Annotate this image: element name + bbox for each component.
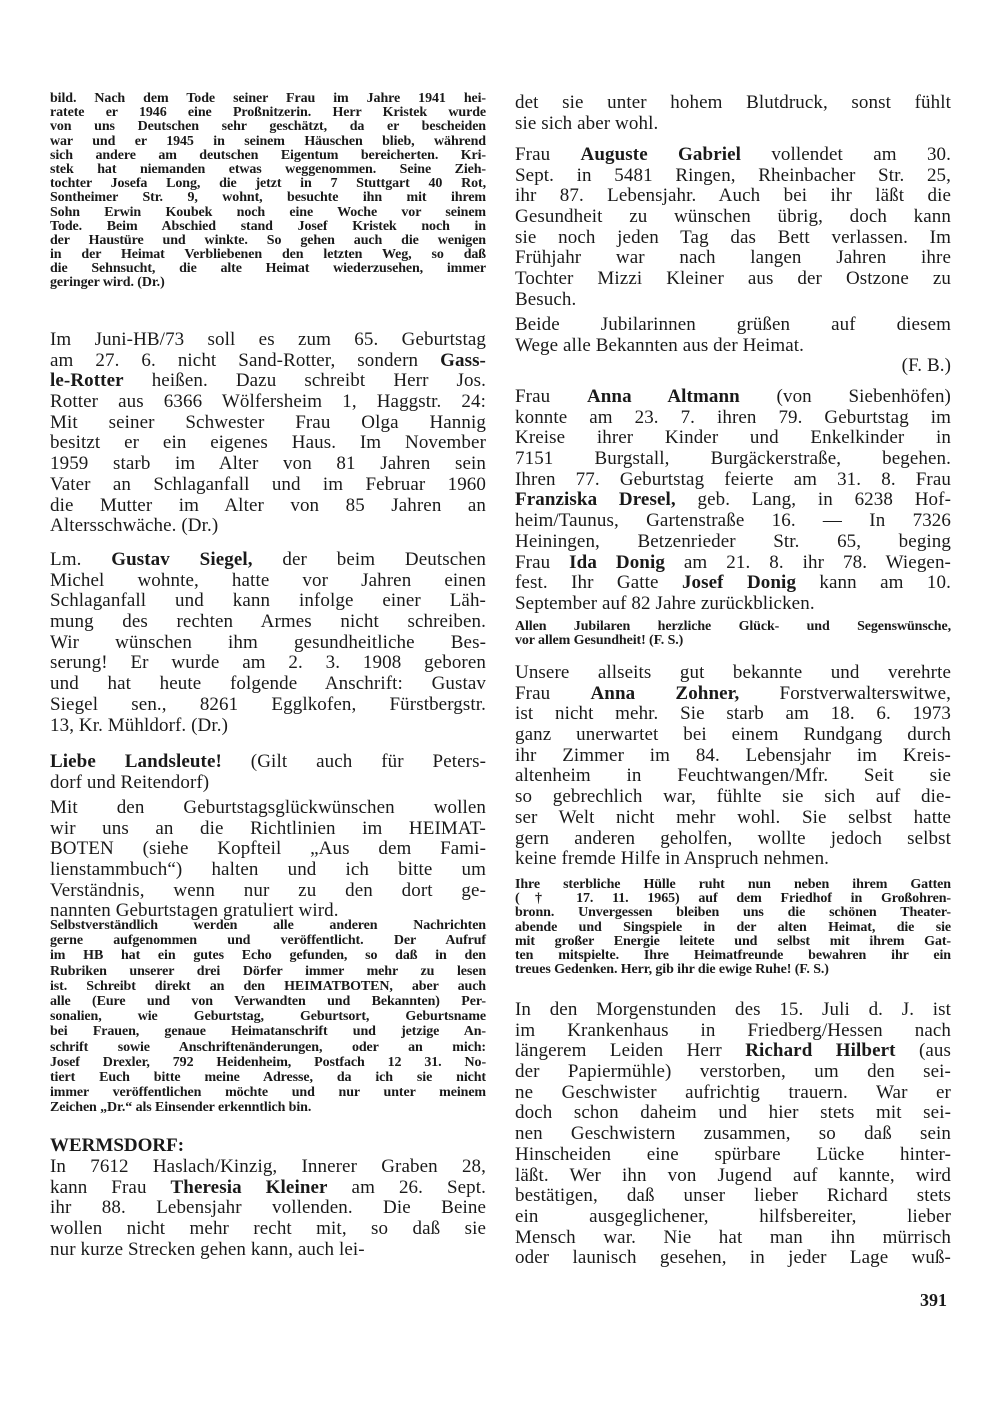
text-line: Frühjahr war nach langen Jahren ihre: [515, 247, 951, 269]
text-line: doch schon daheim und hier stets mit sei-: [515, 1102, 951, 1124]
text-line: ihr 87. Lebensjahr. Auch bei ihr läßt die: [515, 185, 951, 207]
text-line: ist. Schreibt direkt an den HEIMATBOTEN, aber auch: [50, 978, 486, 994]
text-segment: 792 Heidenheim, Postfach 12 31. No-: [149, 1054, 487, 1070]
text-line: bestätigen, daß unser lieber Richard stets: [515, 1185, 951, 1207]
text-line: mung des rechten Armes nicht schreiben.: [50, 611, 486, 633]
text-line: Im Juni-HB/73 soll es zum 65. Geburtstag: [50, 329, 486, 350]
text-line: im Krankenhaus in Friedberg/Hessen nach: [515, 1019, 951, 1041]
text-line: [50, 351, 486, 372]
text-line: dorf und Reitendorf): [50, 771, 210, 793]
text-line: [515, 387, 951, 408]
text-segment: kann Frau: [50, 1176, 171, 1198]
text-line: Mit seiner Schwester Frau Olga Hannig: [50, 411, 486, 433]
text-line: Verständnis, wenn nur zu den dort ge-: [50, 879, 486, 901]
text-line: Vater an Schlaganfall und im Februar 1960: [50, 473, 486, 495]
text-line: ne Geschwister aufrichtig trauern. War er: [515, 1081, 951, 1103]
text-line: altenheim in Feuchtwangen/Mfr. Seit sie: [515, 765, 951, 787]
bold-name: Gustav Siegel,: [111, 549, 253, 570]
text-line: bronn. Unvergessen bleiben uns die schönen Theater-: [515, 905, 951, 921]
bold-name: Liebe Landsleute!: [50, 751, 222, 772]
text-line: ganz unerwartet bei einem Rundgang durch: [515, 724, 951, 746]
text-line: die Mutter im Alter von 85 Jahren an: [50, 494, 486, 516]
text-line: war und er 1945 in seinem Häuschen blieb, während: [50, 133, 486, 149]
text-line: [515, 573, 951, 594]
text-line: vor allem Gesundheit! (F. S.): [515, 633, 684, 649]
text-line: konnte am 23. 7. ihren 79. Geburtstag im: [515, 406, 951, 428]
text-line: keine fremde Hilfe in Anspruch nehmen.: [515, 848, 830, 870]
text-line: Mit den Geburtstagsglückwünschen wollen: [50, 797, 486, 818]
section-heading: [50, 1135, 486, 1157]
text-line: besitzt er ein eigenes Haus. Im November: [50, 432, 486, 454]
text-line: ratete er 1946 eine Proßnitzerin. Herr Kristek wurde: [50, 105, 486, 121]
text-segment: kann am 10.: [796, 572, 951, 594]
text-line: nen Geschwistern zusammen, so daß sein: [515, 1123, 951, 1145]
article-paragraph: [515, 663, 951, 870]
article-paragraph: [515, 878, 951, 977]
text-line: der Haustüre und winkte. So gehen auch die wenigen: [50, 232, 486, 248]
text-line: sie sich aber wohl.: [515, 112, 659, 134]
article-paragraph: [515, 387, 951, 615]
article-paragraph: [50, 1157, 486, 1260]
text-line: ihr Zimmer im 84. Lebensjahr im Kreis-: [515, 744, 951, 766]
text-line: serung! Er wurde am 2. 3. 1908 geboren: [50, 652, 486, 674]
text-line: Selbstverständlich werden alle anderen Nachrichten: [50, 918, 486, 933]
text-line: 7151 Burgstall, Burgäckerstraße, begehen.: [515, 448, 951, 470]
text-line: BOTEN (siehe Kopfteil „Aus dem Fami-: [50, 838, 486, 860]
text-line: [515, 1041, 951, 1062]
text-line: September auf 82 Jahre zurückblicken.: [515, 592, 815, 614]
text-segment: Frau: [515, 144, 581, 165]
text-line: In 7612 Haslach/Kinzig, Innerer Graben 28,: [50, 1156, 486, 1177]
text-segment: der beim Deutschen: [252, 549, 486, 570]
text-line: Hinscheiden eine spürbare Lücke hinter-: [515, 1143, 951, 1165]
text-line: treues Gedenken. Herr, gib ihr die ewige Ruhe! (F. S.): [515, 962, 829, 978]
article-paragraph: [50, 92, 486, 291]
article-paragraph: [50, 798, 486, 922]
article-paragraph: [50, 918, 486, 1115]
text-line: ein ausgeglichener, hilfsbereiter, lieber: [515, 1205, 951, 1227]
text-line: ist nicht mehr. Sie starb am 18. 6. 1973: [515, 703, 951, 725]
text-segment: längerem Leiden Herr: [515, 1040, 746, 1062]
text-line: wir uns an die Richtlinien im HEIMAT-: [50, 817, 486, 839]
text-line: geringer wird. (Dr.): [50, 275, 165, 291]
bold-name: Josef Drexler,: [50, 1054, 150, 1070]
text-line: so gebrechlich war, fühlte sie sich auf die-: [515, 786, 951, 808]
text-line: bei Frauen, genaue Heimatanschrift und jetzige An-: [50, 1024, 486, 1040]
text-line: 1959 starb im Alter von 81 Jahren sein: [50, 453, 486, 475]
bold-name: Anna Zohner,: [590, 682, 740, 704]
text-line: Sontheimer Str. 9, wohnt, besuchte ihn mit ihrem: [50, 190, 486, 206]
text-line: der Papiermühle) verstorben, um den sei-: [515, 1061, 951, 1083]
text-line: nannten Geburtstagen gratuliert wird.: [50, 900, 339, 922]
text-segment: heißen. Dazu schreibt Herr Jos.: [123, 370, 486, 392]
article-paragraph: [50, 330, 486, 537]
article-paragraph: [515, 620, 951, 648]
text-line: [50, 550, 486, 571]
text-line: Rubriken unserer drei Dörfer immer mehr zu lesen: [50, 963, 486, 979]
text-line: Beide Jubilarinnen grüßen auf diesem: [515, 314, 951, 335]
bold-name: Auguste Gabriel: [580, 144, 742, 165]
text-line: ten mitspielte. Ihre Heimatfreunde bewahren ihr ein: [515, 947, 951, 963]
text-segment: (von Siebenhöfen): [739, 386, 951, 407]
text-line: Siegel sen., 8261 Egglkofen, Fürstbergstr.: [50, 693, 486, 715]
text-line: Schlaganfall und kann infolge einer Läh-: [50, 590, 486, 612]
text-segment: am 21. 8. ihr 78. Wiegen-: [664, 551, 951, 573]
text-line: In den Morgenstunden des 15. Juli d. J. ist: [515, 999, 951, 1020]
article-paragraph: [50, 752, 486, 793]
text-line: gern anderen geholfen, wollte jedoch selbst: [515, 827, 951, 849]
text-line: [515, 145, 951, 166]
text-line: Ihre sterbliche Hülle ruht nun neben ihrem Gatten: [515, 877, 951, 892]
text-line: Tochter Mizzi Kleiner aus der Ostzone zu: [515, 268, 951, 290]
text-line: und hat heute folgende Anschrift: Gustav: [50, 673, 486, 695]
text-line: WERMSDORF:: [50, 1135, 185, 1156]
article-paragraph: [515, 315, 951, 377]
text-line: bild. Nach dem Tode seiner Frau im Jahre 1941 hei-: [50, 91, 486, 106]
text-line: Wir wünschen ihm gesundheitliche Bes-: [50, 631, 486, 653]
text-line: immer veröffentlichen möchte und nur unter meinem: [50, 1085, 486, 1101]
text-line: von uns Deutschen sehr geschätzt, da er bescheiden: [50, 119, 486, 135]
text-line: Unsere allseits gut bekannte und verehrte: [515, 662, 951, 683]
text-segment: Forstverwalterswitwe,: [739, 682, 952, 704]
article-paragraph: [50, 550, 486, 736]
text-line: im HB hat ein gutes Echo gefunden, so daß in den: [50, 948, 486, 964]
text-line: in der Heimat Verbliebenen den letzten Weg, so daß: [50, 247, 486, 263]
text-line: lienstammbuch“) halten und ich bitte um: [50, 859, 486, 881]
text-line: oder launisch gesehen, in jeder Lage wuß-: [515, 1247, 951, 1269]
text-line: Altersschwäche. (Dr.): [50, 515, 219, 537]
text-segment: Frau: [515, 551, 570, 573]
text-line: die Sehnsucht, die alte Heimat wiederzusehen, immer: [50, 261, 486, 277]
text-segment: geb. Lang, in 6238 Hof-: [675, 489, 951, 511]
text-segment: Lm.: [50, 549, 112, 570]
bold-name: le-Rotter: [50, 370, 124, 392]
text-line: ser Welt nicht mehr wohl. Sie selbst hatte: [515, 806, 951, 828]
page-number: 391: [920, 1290, 947, 1310]
text-line: sonalien, wie Geburtstag, Geburtsort, Geburtsname: [50, 1009, 486, 1025]
text-segment: am 27. 6. nicht Sand-Rotter, sondern: [50, 349, 441, 371]
text-line: ihr 88. Lebensjahr vollenden. Die Beine: [50, 1197, 486, 1219]
text-line: [515, 490, 951, 511]
text-line: läßt. Wer ihn von Jugend auf kannte, wird: [515, 1164, 951, 1186]
text-line: Sept. in 5481 Ringen, Rheinbacher Str. 25,: [515, 164, 951, 186]
text-line: († 17. 11. 1965) auf dem Friedhof in Großohren-: [515, 891, 951, 907]
text-line: sie noch jeden Tag das Bett verlassen. Im: [515, 226, 951, 248]
text-line: sich andere am deutschen Eigentum bereicherten. Kri-: [50, 147, 486, 163]
text-line: Wege alle Bekannten aus der Heimat.: [515, 334, 804, 356]
bold-name: Josef Donig: [681, 572, 797, 594]
bold-name: Gass-: [440, 349, 486, 371]
text-line: [515, 684, 951, 705]
text-line: Gesundheit zu wünschen übrig, doch kann: [515, 206, 951, 228]
text-line: gerne aufgenommen und veröffentlicht. Der Aufruf: [50, 933, 486, 949]
text-segment: fest. Ihr Gatte: [515, 572, 682, 594]
text-line: 13, Kr. Mühldorf. (Dr.): [50, 714, 229, 736]
text-line: tiert Euch bitte meine Adresse, da ich sie nicht: [50, 1069, 486, 1085]
text-line: [50, 1055, 486, 1070]
author-signature: (F. B.): [901, 355, 951, 377]
text-line: Allen Jubilaren herzliche Glück- und Segenswünsche,: [515, 619, 951, 634]
bold-name: Ida Donig: [569, 551, 665, 573]
text-line: Besuch.: [515, 288, 577, 310]
text-line: heim/Taunus, Gartenstraße 16. — In 7326: [515, 510, 951, 532]
text-line: Heiningen, Betzenrieder Str. 65, beging: [515, 530, 951, 552]
text-line: tochter Josefa Long, die jetzt in 7 Stuttgart 40 Rot,: [50, 176, 486, 192]
text-line: stek hat niemanden etwas weggenommen. Seine Zieh-: [50, 161, 486, 177]
text-segment: (Gilt auch für Peters-: [221, 751, 487, 772]
article-paragraph: [515, 145, 951, 311]
text-line: Kreise ihrer Kinder und Enkelkinder in: [515, 427, 951, 449]
text-line: wollen nicht mehr recht mit, so daß sie: [50, 1218, 486, 1240]
text-line: Michel wohnte, hatte vor Jahren einen: [50, 569, 486, 591]
bold-name: Richard Hilbert: [745, 1040, 896, 1062]
text-segment: Frau: [515, 386, 587, 407]
text-line: schrift sowie Anschriftenänderungen, oder an mich:: [50, 1039, 486, 1055]
text-line: Tode. Beim Abschied stand Josef Kristek noch in: [50, 218, 486, 234]
text-line: Mensch war. Nie hat man ihn mürrisch: [515, 1226, 951, 1248]
bold-name: Franziska Dresel,: [515, 489, 676, 511]
text-line: mit großer Energie leitete und selbst mit ihrem Gat-: [515, 933, 951, 949]
text-line: Ihren 77. Geburtstag feierte am 31. 8. Frau: [515, 468, 951, 490]
text-segment: (aus: [895, 1040, 951, 1062]
text-line: Sohn Erwin Koubek noch eine Woche vor seinem: [50, 204, 486, 220]
text-line: Zeichen „Dr.“ als Einsender erkenntlich bin.: [50, 1100, 312, 1116]
text-line: det sie unter hohem Blutdruck, sonst fühlt: [515, 92, 951, 113]
text-line: abende und Singspiele in der alten Heimat, die sie: [515, 919, 951, 935]
text-line: nur kurze Strecken gehen kann, auch lei-: [50, 1238, 365, 1260]
text-line: alle (Eure und von Verwandten und Bekannten) Per-: [50, 993, 486, 1009]
text-segment: vollendet am 30.: [741, 144, 951, 165]
bold-name: Anna Altmann: [586, 386, 740, 407]
article-paragraph: [515, 93, 951, 134]
text-line: [50, 752, 486, 773]
text-line: Rotter aus 6366 Wölfersheim 1, Haggstr. 24:: [50, 391, 486, 413]
text-segment: Frau: [515, 682, 591, 704]
text-line: [515, 553, 951, 574]
text-line: [50, 371, 486, 392]
text-segment: am 26. Sept.: [327, 1176, 487, 1198]
text-line: [50, 1178, 486, 1199]
article-paragraph: [515, 1000, 951, 1269]
bold-name: Theresia Kleiner: [170, 1176, 328, 1198]
